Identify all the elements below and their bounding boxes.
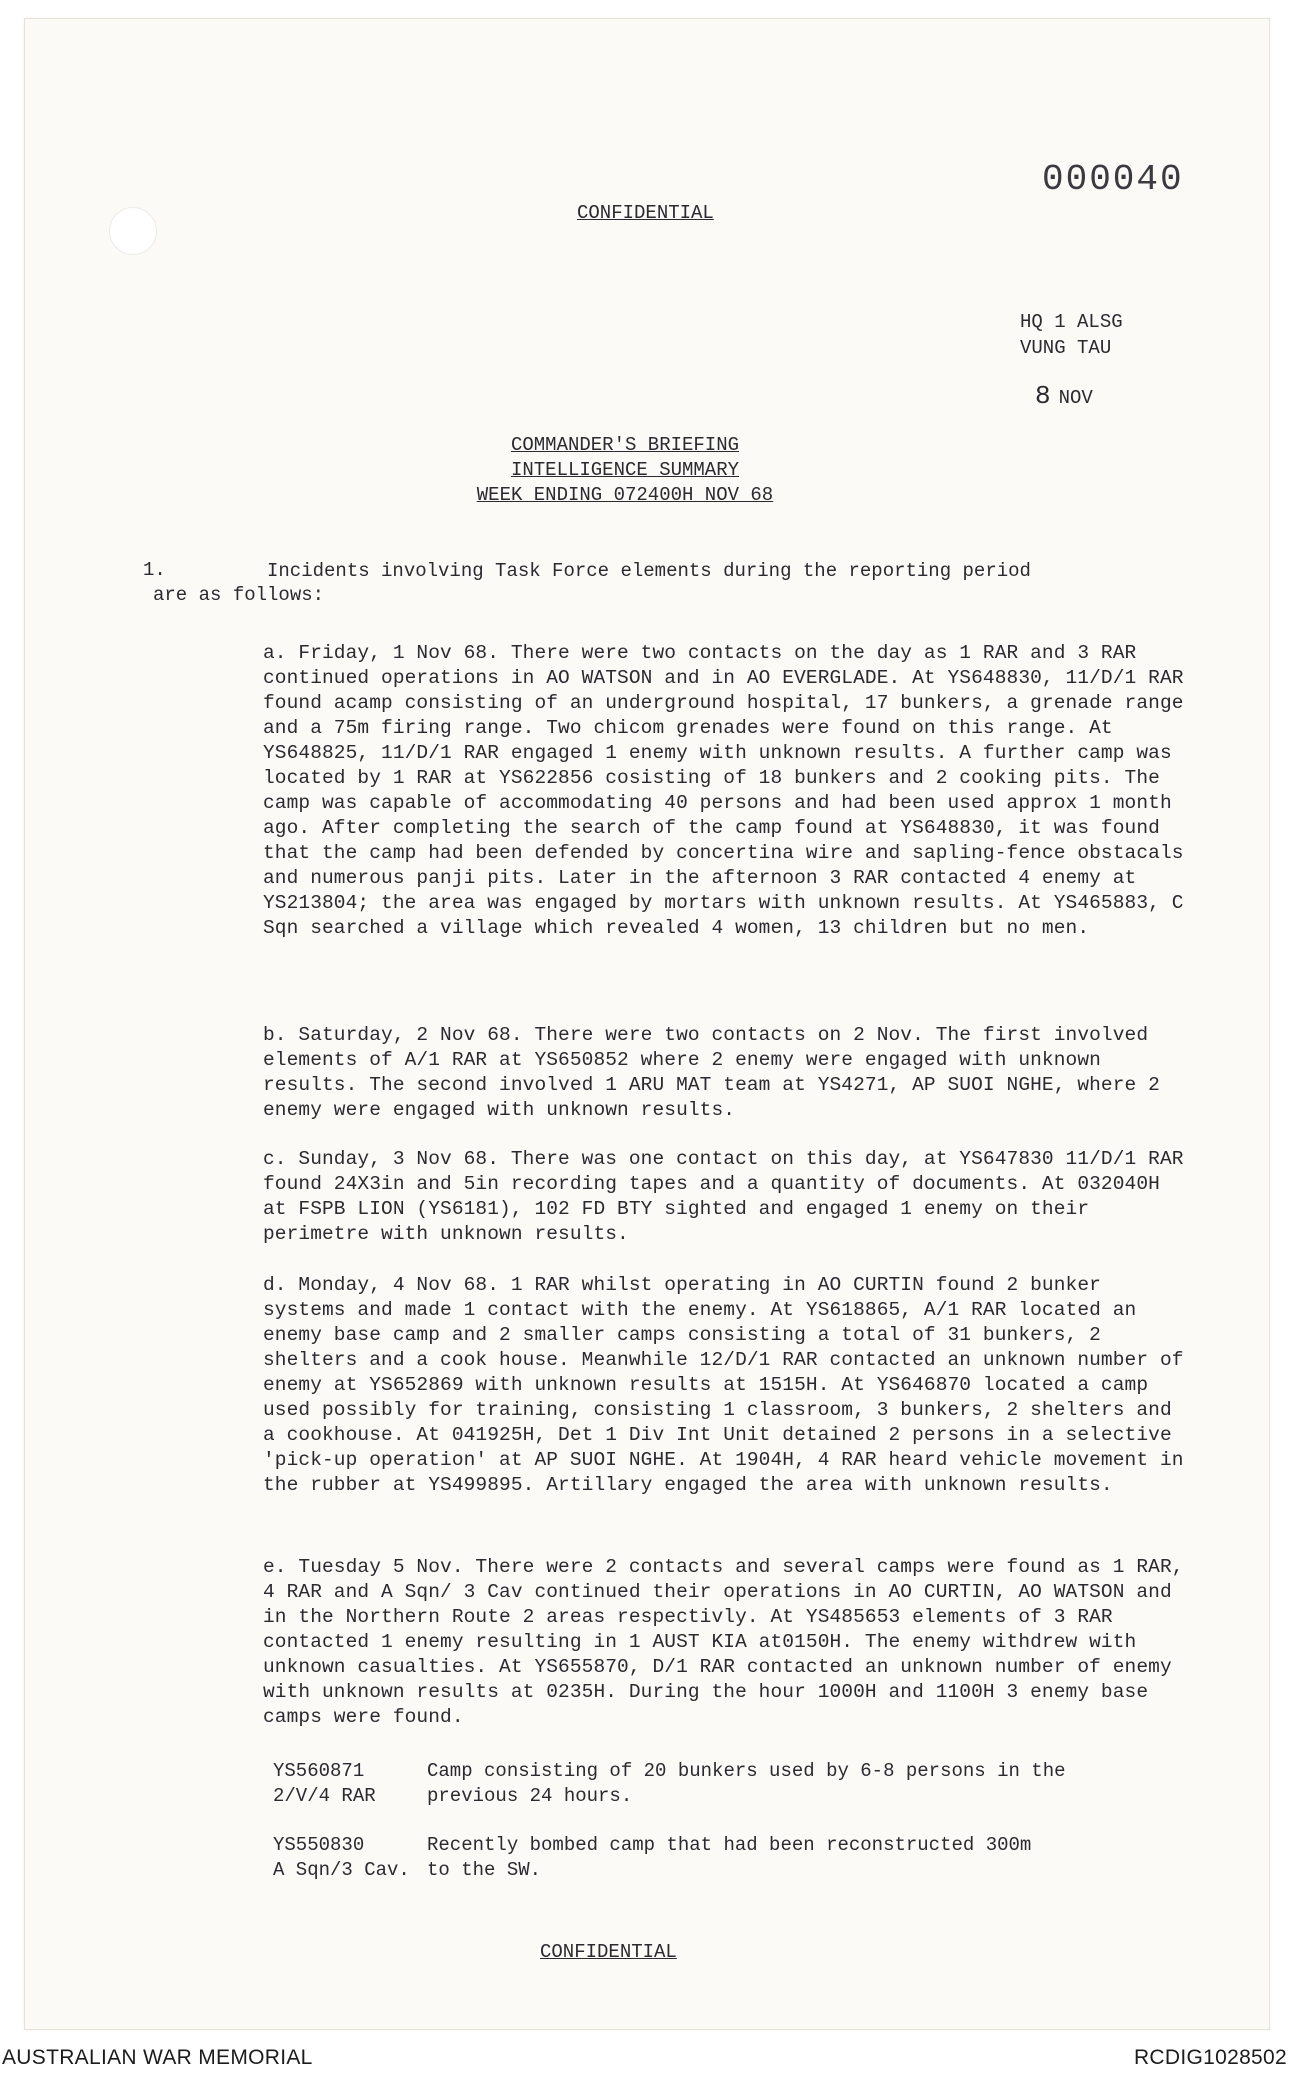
document-number: 000040	[1042, 159, 1184, 200]
date-day: 8	[1035, 381, 1051, 411]
title-line-1: COMMANDER'S BRIEFING	[510, 434, 740, 456]
title-line-3: WEEK ENDING 072400H NOV 68	[476, 484, 774, 506]
location-desc-line-1: Camp consisting of 20 bunkers used by 6-8 persons in the	[427, 1760, 1066, 1782]
document-page	[24, 18, 1270, 2030]
paragraph-intro: Incidents involving Task Force elements during the reporting period are as follows:	[153, 560, 1031, 606]
subparagraph-e: e. Tuesday 5 Nov. There were 2 contacts and several camps were found as 1 RAR, 4 RAR and A Sqn/ 3 Cav continued their operations in AO CURTIN, AO WATSON and in the Northern Route 2 areas respectivly. At YS485653 elements of 3 RAR contacted 1 enemy resulting in 1 AUST KIA at0150H. The enemy withdrew with unknown casualties. At YS655870, D/1 RAR contacted an unknown number of enemy with unknown results at 0235H. During the hour 1000H and 1100H 3 enemy base camps were found.	[263, 1556, 1184, 1728]
paragraph-number: 1.	[143, 559, 166, 581]
subparagraph-c: c. Sunday, 3 Nov 68. There was one contact on this day, at YS647830 11/D/1 RAR found 24X3in and 5in recording tapes and a quantity of documents. At 032040H at FSPB LION (YS6181), 102 FD BTY sighted and engaged 1 enemy on their perimetre with unknown results.	[263, 1148, 1184, 1245]
location-grid: YS560871	[273, 1760, 365, 1782]
document-date	[1035, 381, 1093, 411]
date-month: NOV	[1058, 387, 1093, 409]
location-grid: YS550830	[273, 1834, 365, 1856]
punch-hole	[109, 207, 157, 255]
subparagraph-d: d. Monday, 4 Nov 68. 1 RAR whilst operating in AO CURTIN found 2 bunker systems and made 1 contact with the enemy. At YS618865, A/1 RAR located an enemy base camp and 2 smaller camps consisting a total of 31 bunkers, 2 shelters and a cook house. Meanwhile 12/D/1 RAR contacted an unknown number of enemy at YS652869 with unknown results at 1515H. At YS646870 located a camp used possibly for training, consisting 1 classroom, 3 bunkers, 2 shelters and a cookhouse. At 041925H, Det 1 Div Int Unit detained 2 persons in a selective 'pick-up operation' at AP SUOI NGHE. At 1904H, 4 RAR heard vehicle movement in the rubber at YS499895. Artillary engaged the area with unknown results.	[263, 1274, 1184, 1496]
footer-record-id: RCDIG1028502	[1133, 2046, 1287, 2069]
location-desc-line-1: Recently bombed camp that had been reconstructed 300m	[427, 1834, 1032, 1856]
location-grid-unit	[273, 1833, 413, 1883]
classification-bottom: CONFIDENTIAL	[540, 1941, 677, 1963]
location-desc-line-2: to the SW.	[427, 1859, 542, 1881]
subparagraph-a: a. Friday, 1 Nov 68. There were two contacts on the day as 1 RAR and 3 RAR continued operations in AO WATSON and in AO EVERGLADE. At YS648830, 11/D/1 RAR found acamp consisting of an underground hospital, 17 bunkers, a grenade range and a 75m firing range. Two chicom grenades were found on this range. At YS648825, 11/D/1 RAR engaged 1 enemy with unknown results. A further camp was located by 1 RAR at YS622856 cosisting of 18 bunkers and 2 cooking pits. The camp was capable of accommodating 40 persons and had been used approx 1 month ago. After completing the search of the camp found at YS648830, it was found that the camp had been defended by concertina wire and sapling-fence obstacals and numerous panji pits. Later in the afternoon 3 RAR contacted 4 enemy at YS213804; the area was engaged by mortars with unknown results. At YS465883, C Sqn searched a village which revealed 4 women, 13 children but no men.	[263, 642, 1184, 939]
location-unit: 2/V/4 RAR	[273, 1785, 376, 1807]
location-description	[427, 1759, 1147, 1809]
title-line-2: INTELLIGENCE SUMMARY	[510, 459, 740, 481]
classification-top: CONFIDENTIAL	[577, 202, 714, 224]
hq-unit: HQ 1 ALSG	[1020, 311, 1123, 333]
location-grid-unit	[273, 1759, 413, 1809]
location-description	[427, 1833, 1147, 1883]
footer-institution: AUSTRALIAN WAR MEMORIAL	[2, 2046, 313, 2069]
subparagraph-b: b. Saturday, 2 Nov 68. There were two contacts on 2 Nov. The first involved elements of A/1 RAR at YS650852 where 2 enemy were engaged with unknown results. The second involved 1 ARU MAT team at YS4271, AP SUOI NGHE, where 2 enemy were engaged with unknown results.	[263, 1024, 1160, 1121]
hq-location: VUNG TAU	[1020, 337, 1112, 359]
hq-address	[1020, 309, 1123, 361]
location-desc-line-2: previous 24 hours.	[427, 1785, 633, 1807]
location-unit: A Sqn/3 Cav.	[273, 1859, 410, 1881]
document-title	[25, 433, 1225, 508]
